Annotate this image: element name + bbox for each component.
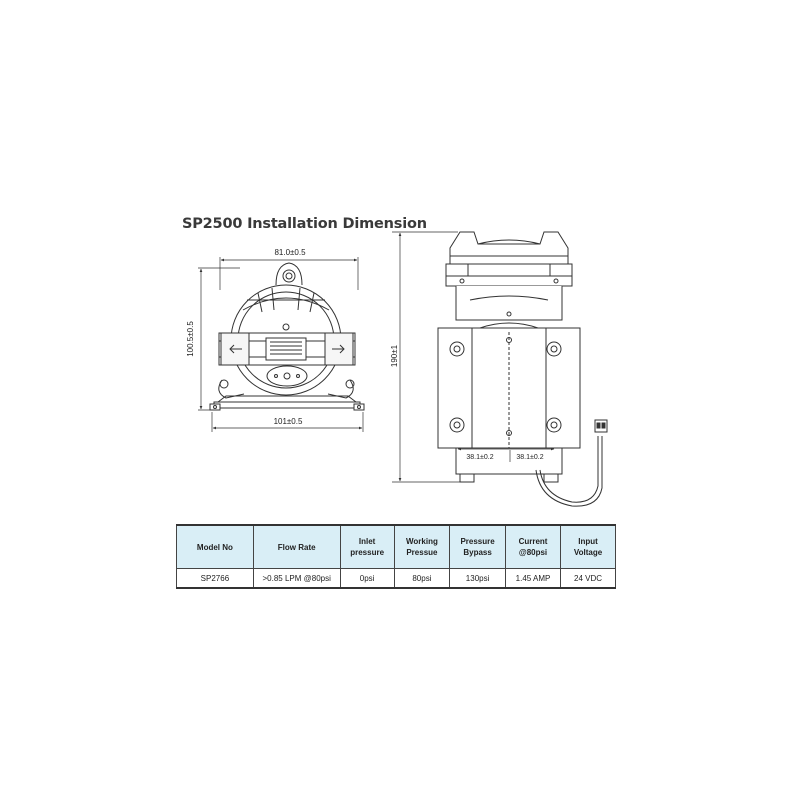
header-pressure-bypass: Pressure Bypass bbox=[450, 525, 506, 569]
page-title: SP2500 Installation Dimension bbox=[182, 216, 427, 232]
table-header-row bbox=[177, 525, 616, 569]
header-working-pressue: Working Pressue bbox=[394, 525, 449, 569]
cell-model-no: SP2766 bbox=[177, 569, 254, 589]
table-row bbox=[177, 569, 616, 589]
dim-height-left: 100.5±0.5 bbox=[186, 321, 195, 357]
cell-working-pressue: 80psi bbox=[394, 569, 449, 589]
dim-total-height: 190±1 bbox=[390, 344, 399, 368]
side-view bbox=[438, 232, 607, 506]
cell-flow-rate: >0.85 LPM @80psi bbox=[253, 569, 340, 589]
dim-width-top: 81.0±0.5 bbox=[274, 248, 306, 257]
front-view bbox=[210, 263, 364, 410]
header-input-voltage: Input Voltage bbox=[561, 525, 616, 569]
dim-width-bottom: 101±0.5 bbox=[273, 417, 303, 426]
dim-hole-spacing-right: 38.1±0.2 bbox=[516, 454, 544, 461]
header-flow-rate: Flow Rate bbox=[253, 525, 340, 569]
spec-table bbox=[176, 524, 616, 589]
header-inlet-pressure: Inlet pressure bbox=[340, 525, 394, 569]
cell-current: 1.45 AMP bbox=[506, 569, 561, 589]
dim-hole-spacing-left: 38.1±0.2 bbox=[466, 454, 494, 461]
cell-pressure-bypass: 130psi bbox=[450, 569, 506, 589]
cell-inlet-pressure: 0psi bbox=[340, 569, 394, 589]
cell-input-voltage: 24 VDC bbox=[561, 569, 616, 589]
header-model-no: Model No bbox=[177, 525, 254, 569]
header-current: Current @80psi bbox=[506, 525, 561, 569]
